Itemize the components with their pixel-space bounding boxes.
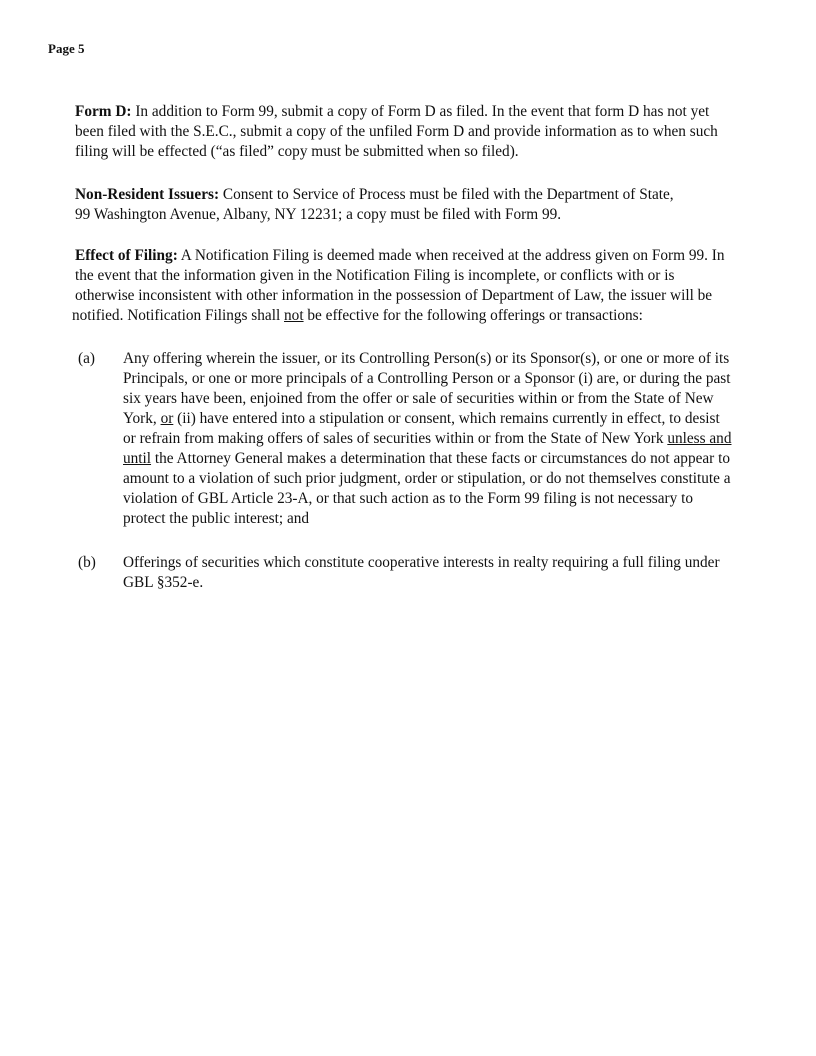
underlined-until: until bbox=[123, 450, 152, 467]
form-d-paragraph bbox=[75, 102, 775, 162]
non-resident-paragraph bbox=[75, 185, 775, 225]
underlined-unless-and: unless and bbox=[667, 430, 732, 447]
list-item-b-body: Offerings of securities which constitute cooperative interests in realty requiring a full filing under GBL §352-e. bbox=[123, 554, 720, 591]
underlined-not: not bbox=[284, 307, 304, 324]
form-d-line-1: Form D: In addition to Form 99, submit a copy of Form D as filed. In the event that form D has not yet bbox=[75, 103, 710, 120]
non-resident-line-1: Non-Resident Issuers: Consent to Service of Process must be filed with the Department of State, bbox=[75, 186, 674, 203]
item-a-line-4: York, or (ii) have entered into a stipulation or consent, which remains currently in effect, to desist bbox=[123, 410, 720, 427]
list-item-a-body: Any offering wherein the issuer, or its Controlling Person(s) or its Sponsor(s), or one or more of its Principals, or one or more principals of a Controlling Person or a Sponsor (i) are, or during the past six years have been, enjoined from the offer or sale of securities within or from the State of New York, or (ii) have entered into a stipulation or consent, which remains currently in effect, to desist or refrain from making offers of sales of securities within or from the State of New York unless and until the Attorney General makes a determination that these facts or circumstances do not appear to amount to a violation of such prior judgment, order or stipulation, or do not themselves constitute a violation of GBL Article 23-A, or that such action as to the Form 99 filing is not necessary to protect the public interest; and bbox=[123, 349, 783, 529]
underlined-or: or bbox=[160, 410, 174, 427]
list-marker-a: (a) bbox=[78, 350, 95, 367]
list-marker-b: (b) bbox=[78, 554, 96, 571]
effect-line-3: otherwise inconsistent with other information in the possession of Department of Law, the issuer will be bbox=[75, 287, 713, 304]
form-d-line-3: filing will be effected (“as filed” copy must be submitted when so filed). bbox=[75, 143, 519, 160]
effect-line-2: the event that the information given in the Notification Filing is incomplete, or conflicts with or is bbox=[75, 267, 675, 284]
effect-of-filing-paragraph bbox=[72, 246, 775, 326]
non-resident-heading: Non-Resident Issuers: bbox=[75, 186, 220, 203]
item-a-line-6: until the Attorney General makes a determination that these facts or circumstances do not appear to bbox=[123, 450, 730, 467]
form-d-heading: Form D: bbox=[75, 103, 132, 120]
effect-line-1: Effect of Filing: A Notification Filing is deemed made when received at the address given on Form 99. In bbox=[75, 247, 725, 264]
page-number: Page 5 bbox=[48, 41, 85, 56]
item-a-line-5: or refrain from making offers of sales of securities within or from the State of New York unless and bbox=[123, 430, 732, 447]
effect-line-4: notified. Notification Filings shall not be effective for the following offerings or transactions: bbox=[72, 307, 643, 324]
non-resident-line-2: 99 Washington Avenue, Albany, NY 12231; a copy must be filed with Form 99. bbox=[75, 206, 562, 223]
effect-of-filing-heading: Effect of Filing: bbox=[75, 247, 178, 264]
form-d-line-2: been filed with the S.E.C., submit a copy of the unfiled Form D and provide information as to when such bbox=[75, 123, 718, 140]
